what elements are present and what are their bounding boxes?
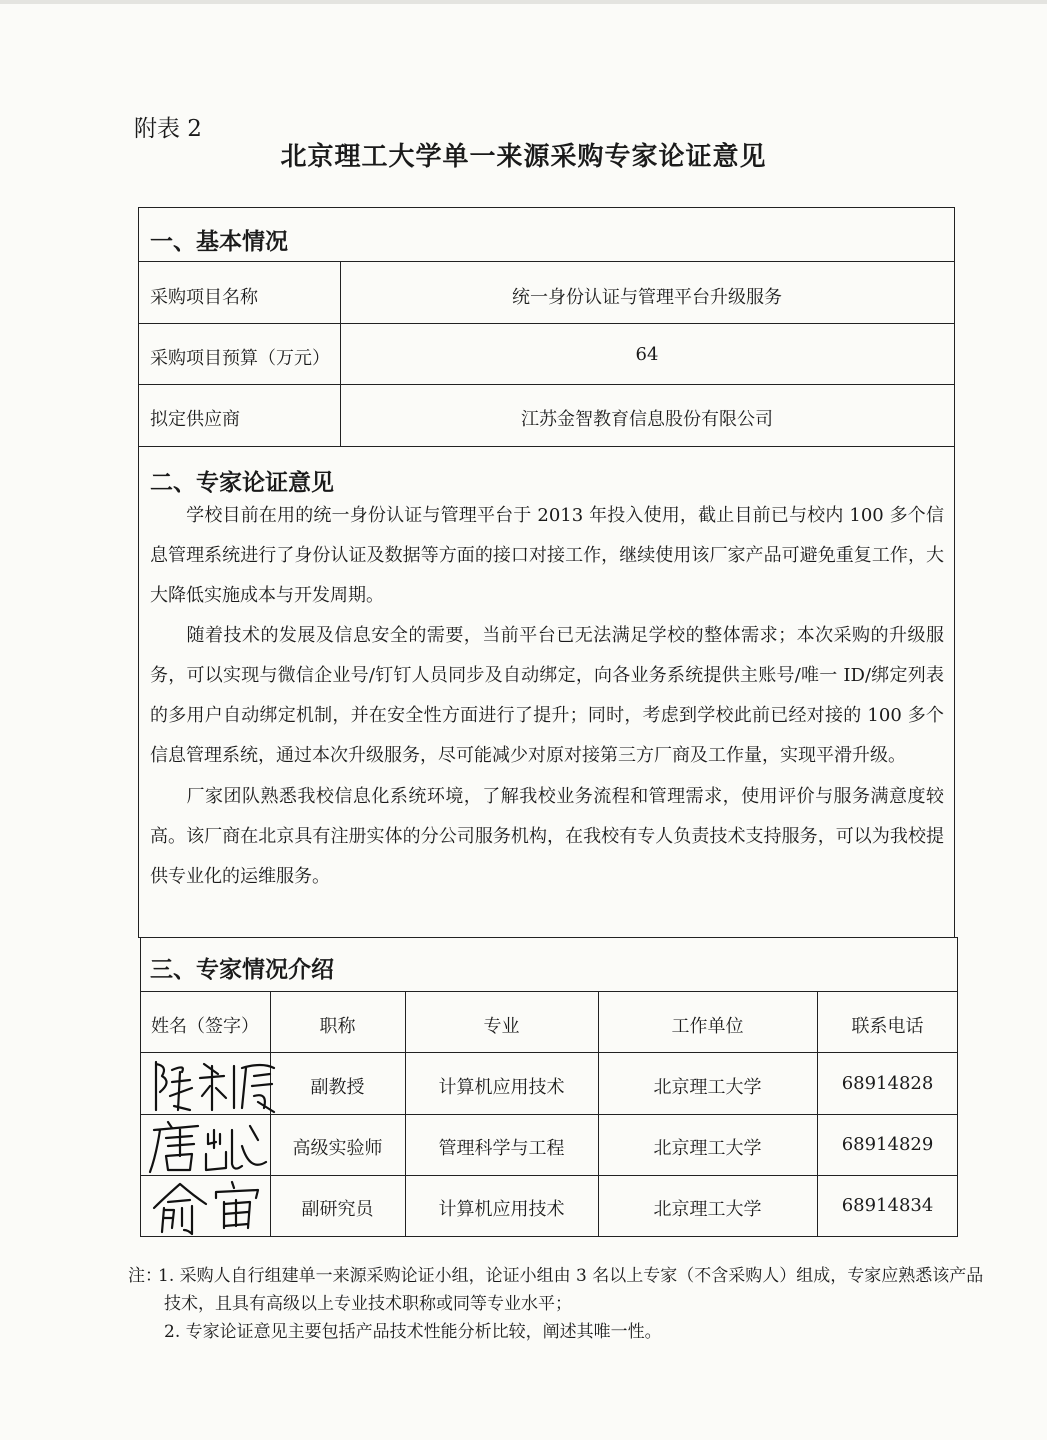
handwritten-signature — [150, 1178, 274, 1236]
row-divider — [138, 323, 955, 324]
expert-title: 高级实验师 — [292, 1138, 383, 1159]
opinion-paragraph: 随着技术的发展及信息安全的需要，当前平台已无法满足学校的整体需求；本次采购的升级服务，可以实现与微信企业号/钉钉人员同步及自动绑定，向各业务系统提供主账号/唯一 ID/绑定列表的多用户自动绑定机制，并在安全性方面进行了提升；同时，考虑到学校此前已经对接的 100 多个信息管理系统，通过本次升级服务，尽可能减少对原对接第三方厂商及工作量，实现平滑升级。 — [150, 625, 944, 766]
expert-unit: 北京理工大学 — [653, 1138, 762, 1159]
expert-title: 副研究员 — [301, 1199, 374, 1220]
expert-major: 管理科学与工程 — [438, 1138, 565, 1159]
expert-major: 计算机应用技术 — [438, 1199, 565, 1220]
expert-phone: 68914834 — [841, 1195, 934, 1216]
note-item: 2. 专家论证意见主要包括产品技术性能分析比较，阐述其唯一性。 — [164, 1322, 662, 1342]
note-item: 1. 采购人自行组建单一来源采购论证小组，论证小组由 3 名以上专家（不含采购人）组成，专家应熟悉该产品技术，且具有高级以上专业技术职称或同等专业水平； — [158, 1266, 984, 1314]
expert-unit: 北京理工大学 — [653, 1199, 762, 1220]
row-divider — [138, 384, 955, 385]
column-header-title: 职称 — [319, 1016, 356, 1037]
expert-title: 副教授 — [310, 1077, 365, 1098]
expert-unit: 北京理工大学 — [653, 1077, 762, 1098]
expert-major: 计算机应用技术 — [438, 1077, 565, 1098]
notes-prefix: 注： — [128, 1266, 162, 1286]
expert-phone: 68914829 — [841, 1134, 934, 1155]
value-budget: 64 — [635, 344, 659, 365]
column-header-name: 姓名（签字） — [151, 1016, 259, 1037]
column-header-phone: 联系电话 — [851, 1016, 924, 1037]
value-project-name: 统一身份认证与管理平台升级服务 — [512, 287, 782, 308]
value-supplier: 江苏金智教育信息股份有限公司 — [521, 409, 773, 430]
document-title: 北京理工大学单一来源采购专家论证意见 — [280, 142, 767, 172]
column-header-major: 专业 — [483, 1016, 520, 1037]
label-budget: 采购项目预算（万元） — [150, 348, 330, 369]
section-heading-experts: 三、专家情况介绍 — [150, 956, 334, 983]
scan-edge — [0, 0, 1047, 4]
section-heading-basic: 一、基本情况 — [150, 228, 288, 255]
section-heading-opinion: 二、专家论证意见 — [150, 469, 334, 496]
label-project-name: 采购项目名称 — [150, 287, 258, 308]
expert-phone: 68914828 — [841, 1073, 934, 1094]
handwritten-signature — [142, 1052, 282, 1116]
column-header-unit: 工作单位 — [671, 1016, 744, 1037]
row-divider — [138, 261, 955, 262]
handwritten-signature — [146, 1116, 270, 1176]
annex-label: 附表 2 — [134, 116, 202, 142]
label-supplier: 拟定供应商 — [150, 409, 240, 430]
opinion-paragraph: 学校目前在用的统一身份认证与管理平台于 2013 年投入使用，截止目前已与校内 100 多个信息管理系统进行了身份认证及数据等方面的接口对接工作，继续使用该厂家产品可避免重复工作，大大降低实施成本与开发周期。 — [150, 505, 944, 606]
row-divider — [140, 991, 958, 992]
opinion-paragraph: 厂家团队熟悉我校信息化系统环境，了解我校业务流程和管理需求，使用评价与服务满意度较高。该厂商在北京具有注册实体的分公司服务机构，在我校有专人负责技术支持服务，可以为我校提供专业化的运维服务。 — [150, 786, 944, 887]
